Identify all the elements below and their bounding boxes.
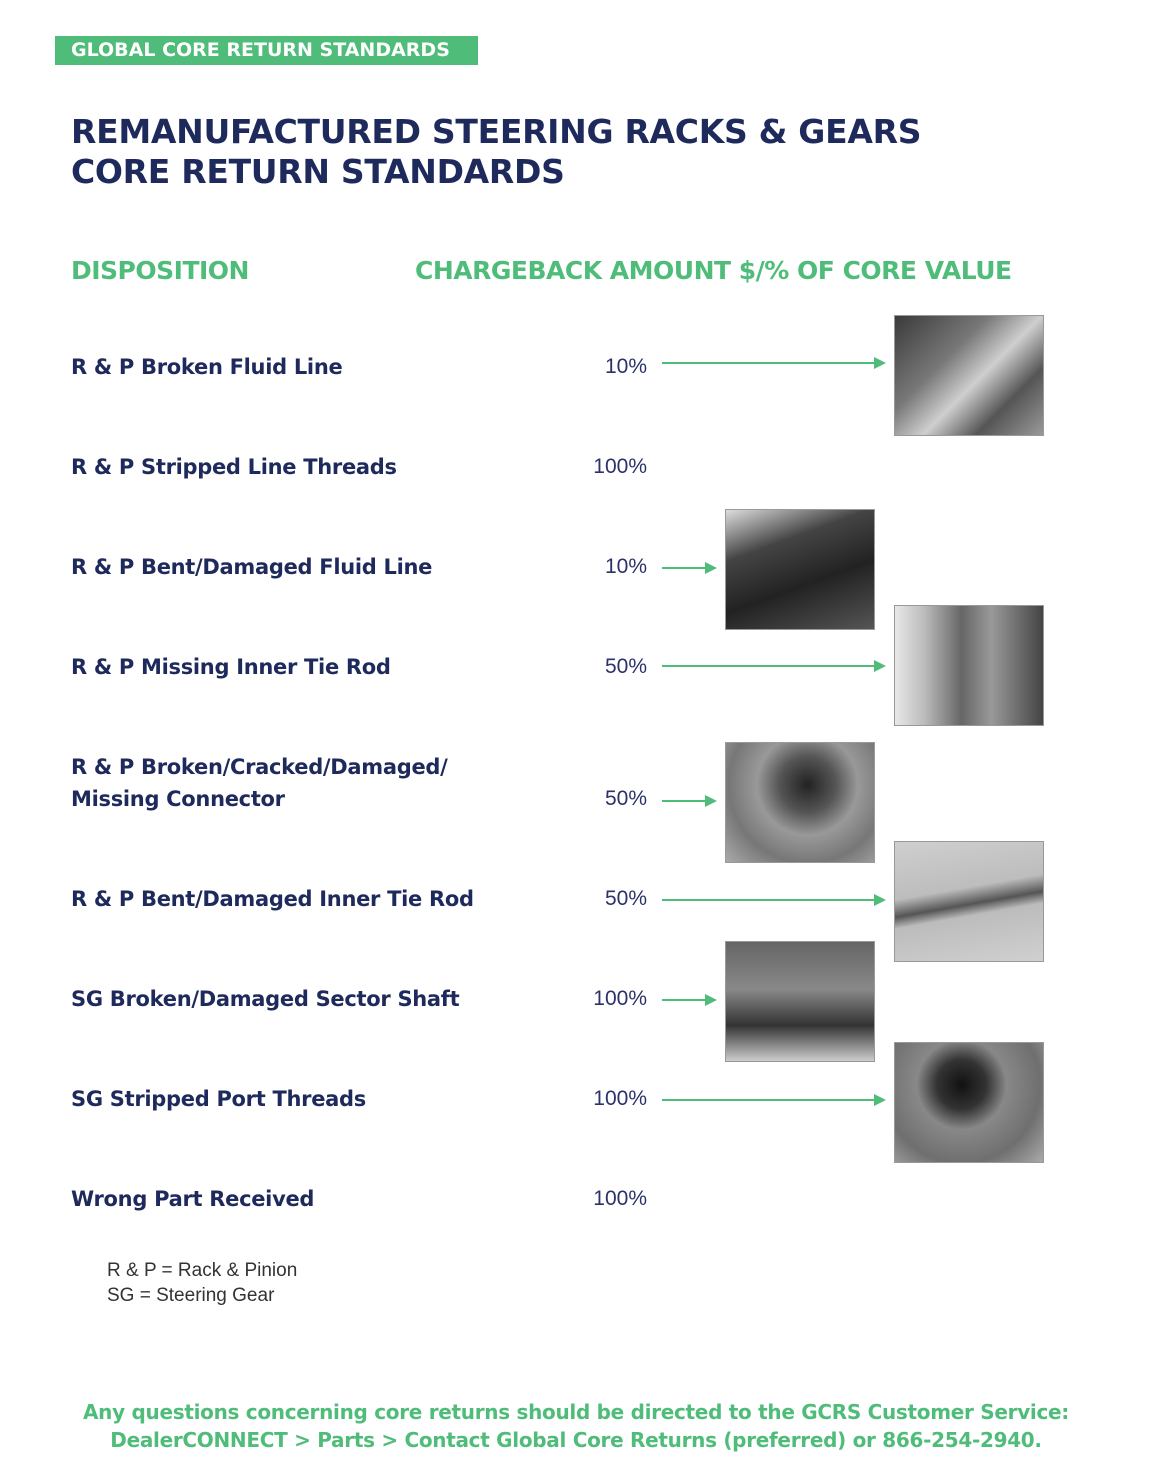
row-label: R & P Broken Fluid Line (71, 355, 343, 379)
row-label: R & P Bent/Damaged Inner Tie Rod (71, 887, 474, 911)
row-value: 100% (593, 987, 647, 1010)
sector-shaft-photo (725, 941, 875, 1062)
disposition-header: DISPOSITION (71, 256, 249, 285)
footer-line-2: DealerCONNECT > Parts > Contact Global Core Returns (preferred) or 866-254-2940. (110, 1428, 1042, 1452)
arrow-icon (662, 665, 884, 667)
row-label (71, 751, 448, 815)
row-value: 50% (604, 887, 647, 910)
row-value: 100% (593, 455, 647, 478)
arrow-icon (662, 1099, 884, 1101)
legend-line-1: R & P = Rack & Pinion (107, 1260, 298, 1281)
contact-footer (0, 1398, 1152, 1454)
arrow-icon (662, 800, 715, 802)
row-value: 100% (593, 1187, 647, 1210)
title-line-2: CORE RETURN STANDARDS (71, 152, 565, 191)
row-value: 50% (604, 655, 647, 678)
port-threads-photo (894, 1042, 1044, 1163)
bent-fluid-line-photo (725, 509, 875, 630)
broken-fluid-line-photo (894, 315, 1044, 436)
arrow-icon (662, 899, 884, 901)
missing-tie-rod-photo (894, 605, 1044, 726)
abbreviation-legend (107, 1258, 297, 1308)
connector-photo (725, 742, 875, 863)
arrow-icon (662, 567, 715, 569)
section-tag: GLOBAL CORE RETURN STANDARDS (55, 36, 478, 65)
legend-line-2: SG = Steering Gear (107, 1285, 275, 1306)
row-label: R & P Stripped Line Threads (71, 455, 397, 479)
row-label: SG Stripped Port Threads (71, 1087, 366, 1111)
bent-tie-rod-photo (894, 841, 1044, 962)
chargeback-header: CHARGEBACK AMOUNT $/% OF CORE VALUE (415, 256, 1012, 285)
row-label: Wrong Part Received (71, 1187, 315, 1211)
row-label: R & P Missing Inner Tie Rod (71, 655, 391, 679)
row-value: 10% (604, 355, 647, 378)
row-value: 50% (604, 787, 647, 810)
row-label-line-1: R & P Broken/Cracked/Damaged/ (71, 755, 448, 779)
row-value: 10% (604, 555, 647, 578)
row-label: R & P Bent/Damaged Fluid Line (71, 555, 433, 579)
row-label: SG Broken/Damaged Sector Shaft (71, 987, 460, 1011)
title-line-1: REMANUFACTURED STEERING RACKS & GEARS (71, 112, 922, 151)
row-label-line-2: Missing Connector (71, 787, 285, 811)
page-title (71, 112, 921, 192)
arrow-icon (662, 362, 884, 364)
arrow-icon (662, 999, 715, 1001)
footer-line-1: Any questions concerning core returns should be directed to the GCRS Customer Service: (82, 1400, 1070, 1424)
row-value: 100% (593, 1087, 647, 1110)
